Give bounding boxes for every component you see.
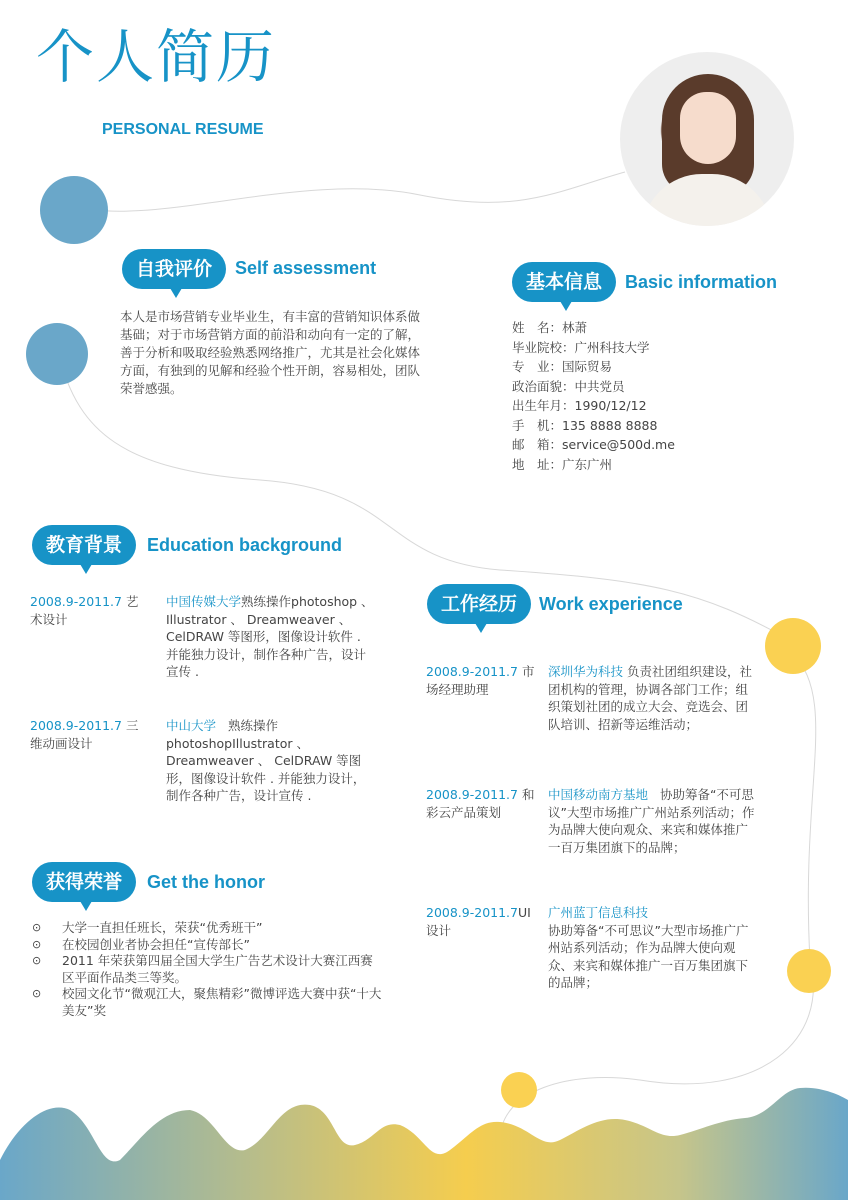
entry-school: 中山大学 <box>166 718 217 733</box>
entry-desc: 协助筹备“不可思议”大型市场推广广州站系列活动；作为品牌大使向观众、来宾和媒体推广一百万集团旗下的品牌； <box>548 787 755 855</box>
section-title-work: Work experience <box>539 594 683 614</box>
basic-info-list <box>512 318 812 474</box>
work-entry <box>426 786 546 821</box>
entry-date: 2008.9-2011.7 <box>426 905 518 920</box>
section-pill-self-assessment: 自我评价 <box>122 249 226 289</box>
info-row-politics: 政治面貌：中共党员 <box>512 378 625 394</box>
entry-date: 2008.9-2011.7 <box>30 594 122 609</box>
self-assessment-text: 本人是市场营销专业毕业生，有丰富的营销知识体系做基础；对于市场营销方面的前沿和动向有一定的了解，善于分析和吸取经验熟悉网络推广，尤其是社会化媒体方面，有独到的见解和经验个性开朗，容易相处，团队荣誉感强。 <box>120 309 421 396</box>
honor-item: ⊙ 校园文化节“微观江大，聚焦精彩”微博评选大赛中获“十大美友”奖 <box>32 986 382 1018</box>
decor-dot-blue <box>40 176 108 244</box>
entry-company: 深圳华为科技 <box>548 664 624 679</box>
entry-school: 中国传媒大学 <box>166 594 242 609</box>
entry-role: 和彩云产品策划 <box>426 787 535 820</box>
entry-role: 市场经理助理 <box>426 664 535 697</box>
info-row-major: 专 业：国际贸易 <box>512 359 613 374</box>
work-entry-detail <box>548 786 758 856</box>
decorative-mountains <box>0 1080 848 1200</box>
entry-desc: 协助筹备“不可思议”大型市场推广广州站系列活动；作为品牌大使向观众、来宾和媒体推广一百万集团旗下的品牌； <box>548 922 749 990</box>
education-entry <box>30 593 150 628</box>
education-entry-detail <box>166 593 374 681</box>
entry-company: 中国移动南方基地 <box>548 787 649 802</box>
honor-item: ⊙ 大学一直担任班长，荣获“优秀班干” <box>32 920 263 935</box>
section-pill-honor: 获得荣誉 <box>32 862 136 902</box>
decor-dot-yellow <box>765 618 821 674</box>
honor-item: ⊙ 在校园创业者协会担任“宣传部长” <box>32 936 250 952</box>
entry-date: 2008.9-2011.7 <box>426 664 518 679</box>
decor-dot-blue <box>26 323 88 385</box>
entry-desc: 负责社团组织建设，社团机构的管理，协调各部门工作；组织策划社团的成立大会、竞选会、团队培训、招新等运维活动； <box>548 664 753 732</box>
work-entry <box>426 663 546 698</box>
section-title-basic-info: Basic information <box>625 272 778 292</box>
info-row-phone: 手 机：135 8888 8888 <box>512 417 658 433</box>
work-entry <box>426 904 546 939</box>
target-bullet-icon: ⊙ <box>32 954 42 967</box>
info-row-email: 邮 箱：service@500d.me <box>512 437 675 452</box>
info-row-address: 地 址：广东广州 <box>512 456 613 472</box>
entry-desc: 熟练操作photoshop 、 Illustrator 、 Dreamweaver 、 CelDRAW 等图形，图像设计软件 . 并能独力设计，制作各种广告，设计宣传 . <box>166 594 374 679</box>
section-title-honor: Get the honor <box>147 872 265 892</box>
profile-photo <box>620 52 794 226</box>
work-entry-detail <box>548 904 758 992</box>
info-row-birth: 出生年月：1990/12/12 <box>512 398 647 413</box>
section-title-self-assessment: Self assessment <box>235 258 377 278</box>
target-bullet-icon: ⊙ <box>32 937 42 951</box>
section-pill-work: 工作经历 <box>427 584 531 624</box>
entry-major: 三维动画设计 <box>30 718 139 751</box>
education-entry <box>30 717 150 752</box>
work-entry-detail <box>548 663 758 733</box>
entry-date: 2008.9-2011.7 <box>426 787 518 802</box>
section-pill-education: 教育背景 <box>32 525 136 565</box>
info-row-name: 姓 名：林萧 <box>512 320 588 335</box>
honor-item: ⊙ 2011 年荣获第四届全国大学生广告艺术设计大赛江西赛区平面作品类三等奖。 <box>32 953 373 985</box>
decor-dot-yellow <box>787 949 831 993</box>
page-subtitle: PERSONAL RESUME <box>102 121 264 138</box>
entry-role: UI 设计 <box>426 905 531 938</box>
section-title-education: Education background <box>147 535 343 555</box>
section-pill-basic-info: 基本信息 <box>512 262 616 302</box>
target-bullet-icon: ⊙ <box>32 987 42 1000</box>
page-title: 个人简历 <box>36 23 277 91</box>
entry-date: 2008.9-2011.7 <box>30 718 122 733</box>
entry-major: 艺术设计 <box>30 594 139 627</box>
entry-company: 广州蓝丁信息科技 <box>548 905 649 920</box>
entry-desc: 熟练操作photoshopIllustrator 、 Dreamweaver 、 CelDRAW 等图形，图像设计软件 . 并能独力设计，制作各种广告，设计宣传 . <box>166 718 366 803</box>
target-bullet-icon: ⊙ <box>32 921 42 934</box>
honor-list <box>32 920 382 1019</box>
education-entry-detail <box>166 717 374 805</box>
info-row-school: 毕业院校：广州科技大学 <box>512 339 650 355</box>
